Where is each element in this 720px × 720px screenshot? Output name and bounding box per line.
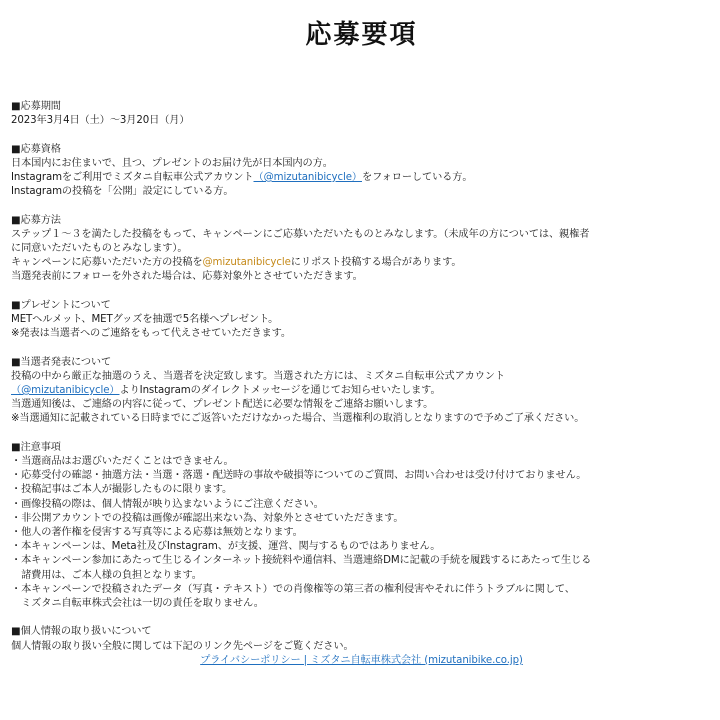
- privacy-policy-row: [11, 654, 712, 668]
- section-method: [11, 214, 712, 285]
- announce-line-4: ※当選通知に記載されている日時までにご返答いただけなかった場合、当選権利の取消しとなりますので予めご了承ください。: [11, 413, 585, 425]
- notes-item: ・非公開アカウントでの投稿は画像が確認出来ない為、対象外とさせていただきます。: [11, 512, 404, 524]
- announce-line-2: [11, 384, 712, 398]
- privacy-line-1: 個人情報の取り扱い全般に関しては下記のリンク先ページをご覧ください。: [11, 640, 354, 652]
- section-eligibility: [11, 143, 712, 200]
- eligibility-line-2-before: Instagramをご利用でミズタニ自転車公式アカウント: [11, 172, 254, 183]
- privacy-heading: ■個人情報の取り扱いについて: [11, 626, 152, 638]
- method-line-3-after: にリポスト投稿する場合があります。: [290, 257, 462, 269]
- eligibility-heading: ■応募資格: [11, 143, 61, 155]
- present-line-1: METヘルメット、METグッズを抽選で5名様へプレゼント。: [11, 314, 279, 325]
- instagram-account-link-2[interactable]: （@mizutanibicycle）: [11, 385, 120, 396]
- period-text: 2023年3月4日（土）～3月20日（月）: [11, 115, 190, 127]
- notes-heading: ■注意事項: [11, 441, 61, 453]
- period-heading: ■応募期間: [11, 101, 61, 112]
- method-line-3-before: キャンペーンに応募いただいた方の投稿を: [11, 257, 203, 269]
- notes-item: ・応募受付の確認・抽選方法・当選・落選・配送時の事故や破損等についてのご質問、お問い合わせは受け付けておりません。: [11, 470, 587, 482]
- method-line-4: 当選発表前にフォローを外された場合は、応募対象外とさせていただきます。: [11, 271, 363, 283]
- notes-item: ・投稿記事はご本人が撮影したものに限ります。: [11, 484, 233, 496]
- method-line-3: [11, 256, 712, 270]
- notes-item: 諸費用は、ご本人様の負担となります。: [11, 569, 202, 581]
- announce-line-2-after: よりInstagramのダイレクトメッセージを通じてお知らせいたします。: [119, 385, 441, 396]
- page-title: 応募要項: [305, 20, 418, 50]
- announce-line-1: 投稿の中から厳正な抽選のうえ、当選者を決定致します。当選された方には、ミズタニ自転車公式アカウント: [11, 370, 505, 382]
- notes-item: ・画像投稿の際は、個人情報が映り込まないようにご注意ください。: [11, 498, 324, 510]
- notes-item: ・当選商品はお選びいただくことはできません。: [11, 456, 234, 467]
- notes-item: ミズタニ自転車株式会社は一切の責任を取りません。: [11, 598, 264, 610]
- section-announce: [11, 356, 712, 427]
- announce-line-3: 当選通知後は、ご連絡の内容に従って、プレゼント配送に必要な情報をご連絡お願いします。: [11, 399, 434, 411]
- method-heading: ■応募方法: [11, 214, 61, 226]
- method-line-1: ステップ１～３を満たした投稿をもって、キャンペーンにご応募いただいたものとみなします。（未成年の方については、親権者: [11, 228, 590, 240]
- privacy-policy-link[interactable]: プライバシーポリシー | ミズタニ自転車株式会社 (mizutanibike.co.jp): [200, 654, 523, 666]
- eligibility-line-1: 日本国内にお住まいで、且つ、プレゼントのお届け先が日本国内の方。: [11, 157, 333, 169]
- notes-item: ・本キャンペーンで投稿されたデータ（写真・テキスト）での肖像権等の第三者の権利侵害やそれに伴うトラブルに関して、: [11, 583, 575, 595]
- section-present: [11, 299, 712, 342]
- section-privacy: [11, 625, 712, 668]
- present-line-2: ※発表は当選者へのご連絡をもって代えさせていただきます。: [11, 328, 291, 340]
- eligibility-line-3: Instagramの投稿を「公開」設定にしている方。: [11, 186, 234, 198]
- notes-item: ・本キャンペーン参加にあたって生じるインターネット接続料や通信料、当選連絡DMに記載の手続を履践するにあたって生じる: [11, 555, 592, 567]
- present-heading: ■プレゼントについて: [11, 299, 111, 311]
- method-line-2: に同意いただいたものとみなします）。: [11, 243, 188, 254]
- instagram-account-link[interactable]: （@mizutanibicycle）: [253, 172, 362, 183]
- content: [11, 100, 712, 668]
- eligibility-line-2: [11, 171, 712, 185]
- notes-item: ・本キャンペーンは、Meta社及びInstagram、が支援、運営、関与するものではありません。: [11, 541, 441, 553]
- section-period: [11, 100, 712, 128]
- announce-heading: ■当選者発表について: [11, 356, 112, 368]
- section-notes: [11, 441, 712, 611]
- notes-item: ・他人の著作権を侵害する写真等による応募は無効となります。: [11, 527, 303, 539]
- mention-mizutanibicycle: @mizutanibicycle: [202, 257, 291, 269]
- eligibility-line-2-after: をフォローしている方。: [361, 172, 473, 183]
